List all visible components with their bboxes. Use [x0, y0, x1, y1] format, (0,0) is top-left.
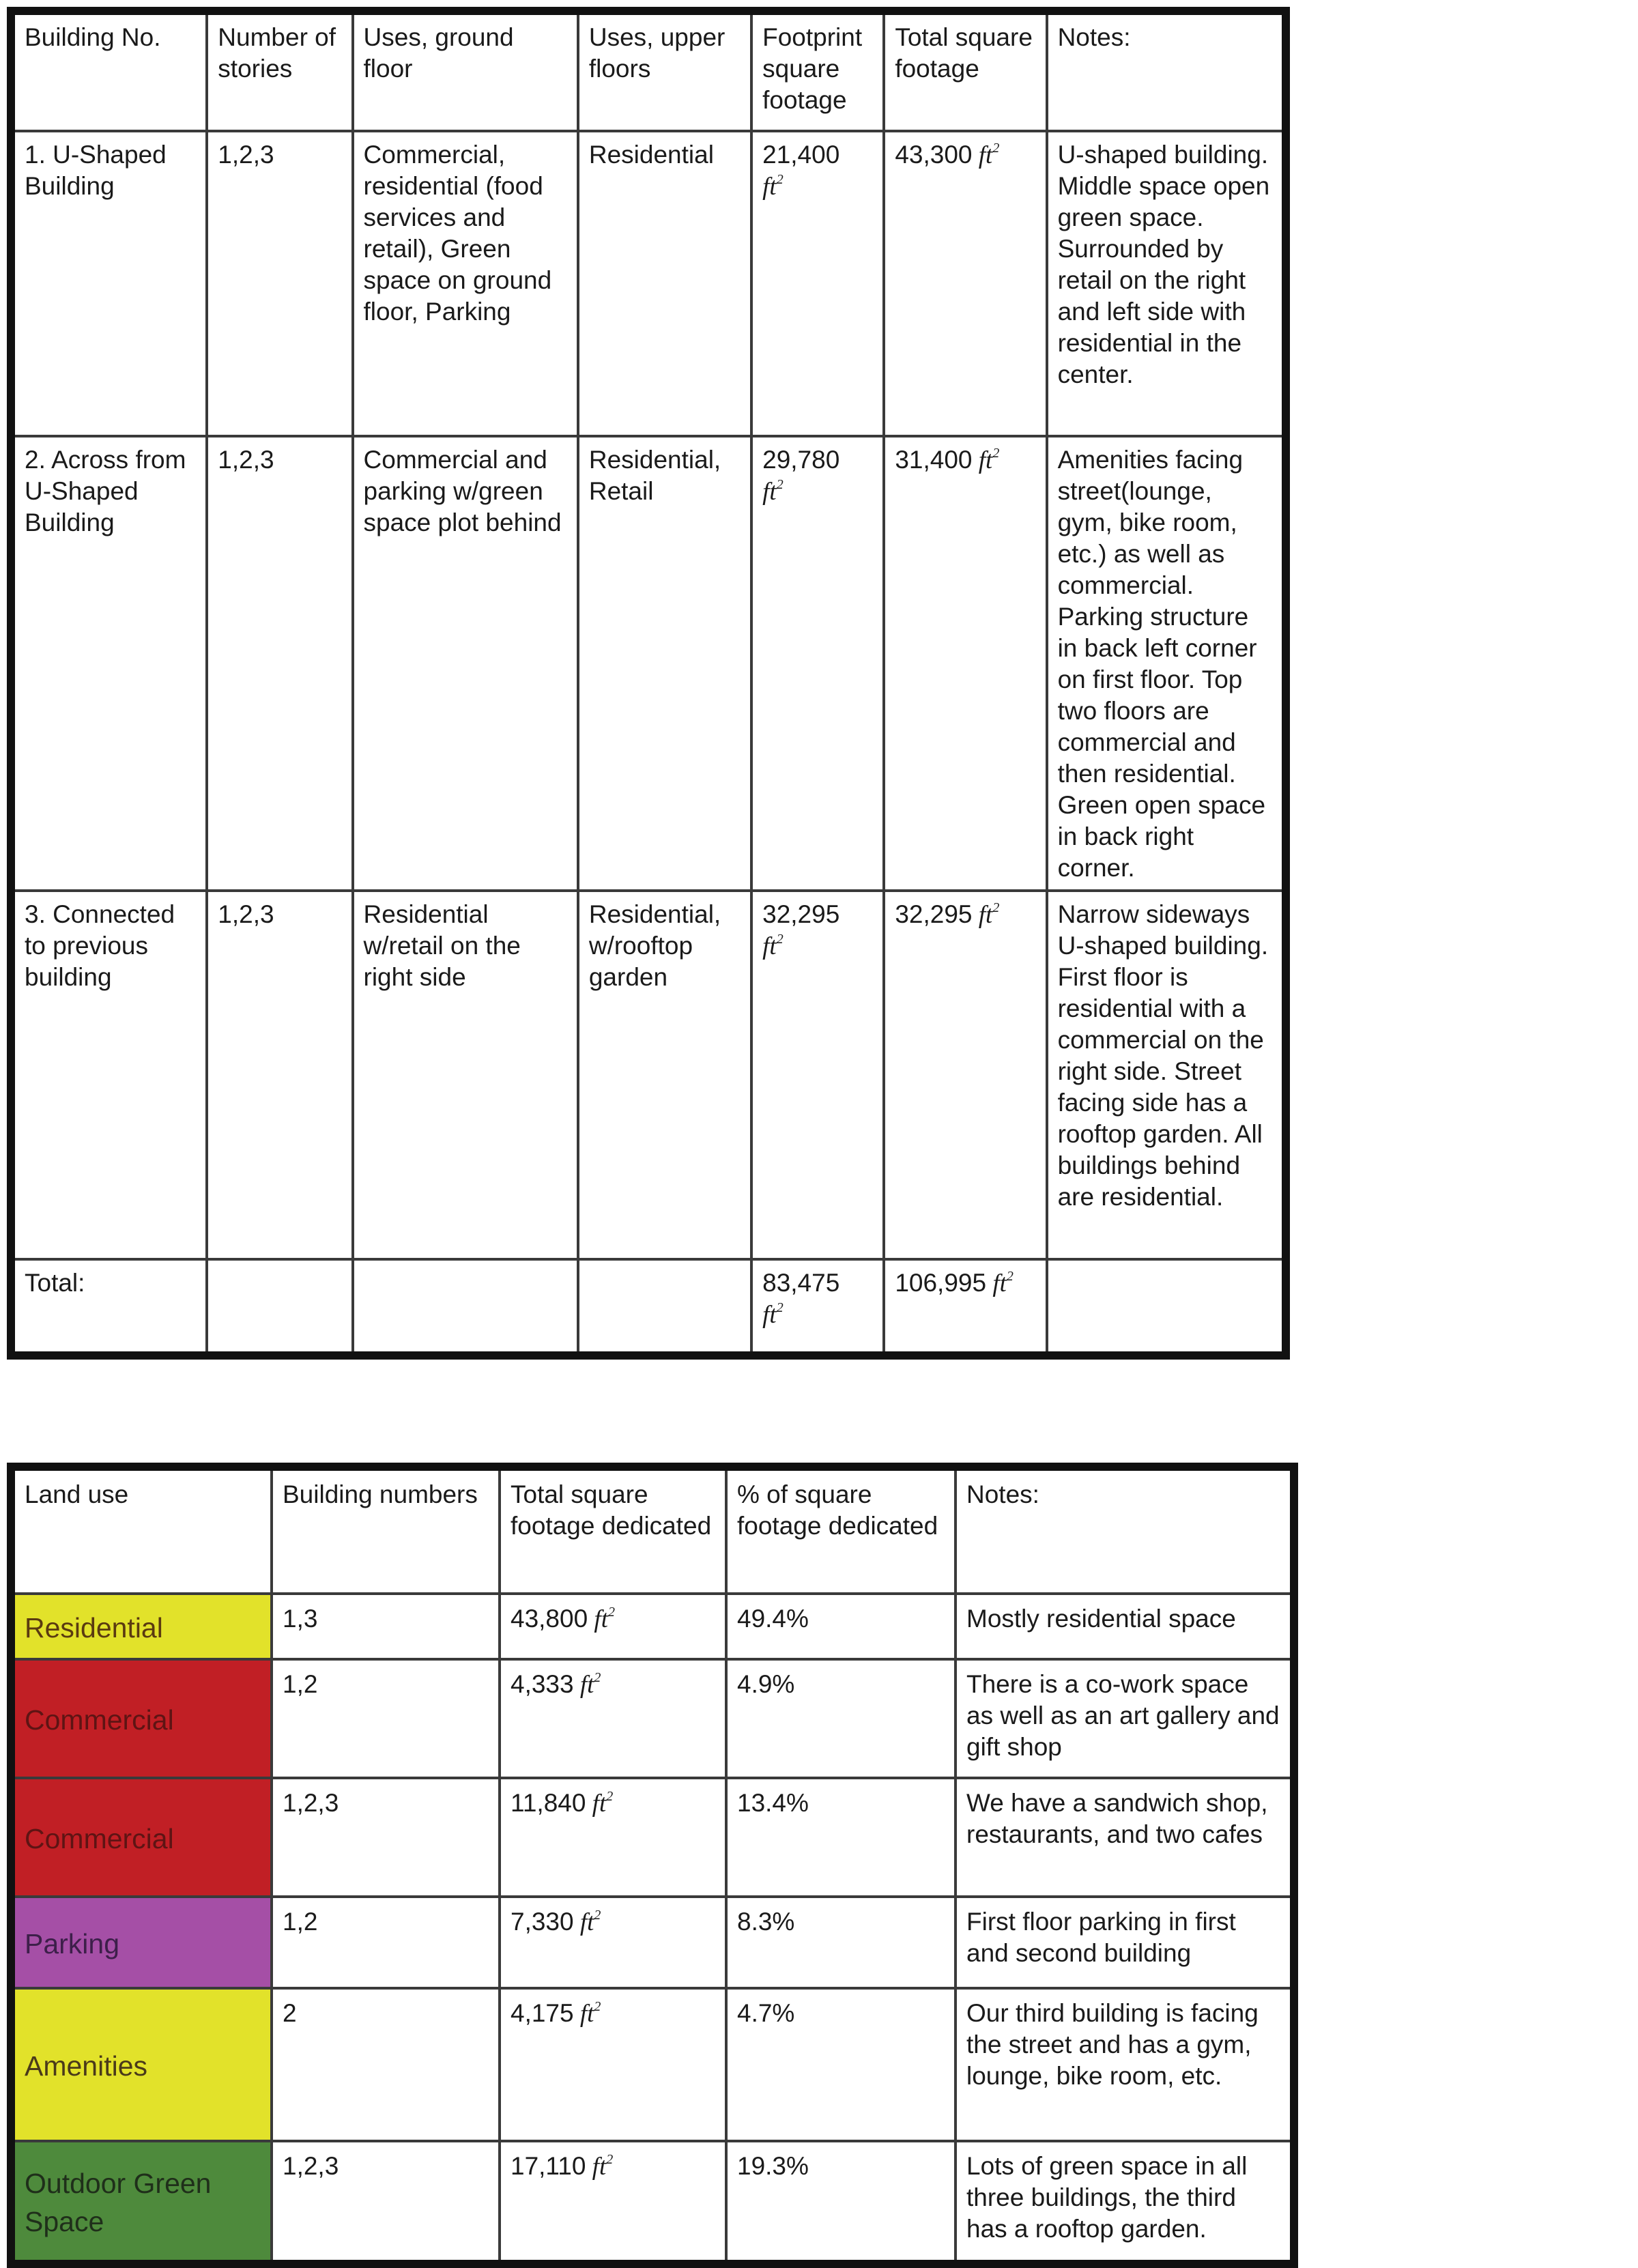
- land-use-notes: Mostly residential space: [956, 1594, 1294, 1659]
- unit: $ft^2$: [592, 1789, 614, 1818]
- building-stories: 1,2,3: [207, 436, 352, 891]
- table-row: [11, 1594, 1294, 1659]
- table-row: [11, 1778, 1294, 1897]
- land-use-sqft: [500, 2141, 726, 2264]
- building-name: 3. Connected to previous building: [11, 891, 207, 1259]
- header-total-sqft-dedicated: Total square footage dedicated: [500, 1467, 726, 1594]
- header-notes: Notes:: [956, 1467, 1294, 1594]
- building-name: 1. U-Shaped Building: [11, 131, 207, 436]
- land-use-label: Residential: [11, 1594, 272, 1659]
- buildings-table-header: [11, 11, 1286, 131]
- building-total: [884, 131, 1046, 436]
- unit: $ft^2$: [762, 172, 784, 201]
- value: 4,175: [511, 1999, 574, 2027]
- unit: $ft^2$: [762, 1300, 784, 1329]
- table-row: [11, 1988, 1294, 2141]
- total-label: Total:: [11, 1259, 207, 1355]
- building-notes: Narrow sideways U-shaped building. First floor is residential with a commercial on the right side. Street facing side has a rooftop garden. All buildings behind are residential.: [1047, 891, 1286, 1259]
- land-use-pct: 49.4%: [726, 1594, 956, 1659]
- building-stories: 1,2,3: [207, 891, 352, 1259]
- value: 43,300: [895, 141, 973, 169]
- value: 43,800: [511, 1605, 588, 1633]
- value: 29,780: [762, 446, 840, 474]
- table-row: [11, 891, 1286, 1259]
- unit: $ft^2$: [579, 1908, 601, 1936]
- building-notes: Amenities facing street(lounge, gym, bike room, etc.) as well as commercial. Parking structure in back left corner on first floor. Top two floors are commercial and then residential. Green open space in back right corner.: [1047, 436, 1286, 891]
- land-use-sqft: [500, 1594, 726, 1659]
- empty-cell: [353, 1259, 578, 1355]
- total-total-sqft: [884, 1259, 1046, 1355]
- building-upper-uses: Residential, Retail: [578, 436, 751, 891]
- unit: $ft^2$: [762, 477, 784, 506]
- building-total: [884, 891, 1046, 1259]
- value: 31,400: [895, 446, 973, 474]
- header-uses-ground-floor: Uses, ground floor: [353, 11, 578, 131]
- value: 11,840: [511, 1789, 586, 1817]
- building-upper-uses: Residential, w/rooftop garden: [578, 891, 751, 1259]
- land-use-sqft: [500, 1897, 726, 1988]
- header-notes: Notes:: [1047, 11, 1286, 131]
- building-footprint: [751, 436, 884, 891]
- land-use-label: Commercial: [11, 1659, 272, 1778]
- land-use-pct: 4.9%: [726, 1659, 956, 1778]
- header-building-numbers: Building numbers: [272, 1467, 500, 1594]
- empty-cell: [207, 1259, 352, 1355]
- table-row: [11, 436, 1286, 891]
- unit: $ft^2$: [992, 1269, 1014, 1297]
- land-use-notes: Lots of green space in all three buildings, the third has a rooftop garden.: [956, 2141, 1294, 2264]
- value: 106,995: [895, 1269, 987, 1297]
- land-use-pct: 19.3%: [726, 2141, 956, 2264]
- value: 4,333: [511, 1670, 574, 1698]
- unit: $ft^2$: [978, 446, 1000, 474]
- unit: $ft^2$: [579, 1999, 601, 2028]
- building-name: 2. Across from U-Shaped Building: [11, 436, 207, 891]
- land-use-label: Outdoor Green Space: [11, 2141, 272, 2264]
- land-use-label: Amenities: [11, 1988, 272, 2141]
- empty-cell: [1047, 1259, 1286, 1355]
- land-use-sqft: [500, 1659, 726, 1778]
- land-use-notes: There is a co-work space as well as an art gallery and gift shop: [956, 1659, 1294, 1778]
- building-upper-uses: Residential: [578, 131, 751, 436]
- unit: $ft^2$: [594, 1605, 615, 1633]
- table-row: [11, 131, 1286, 436]
- value: 21,400: [762, 141, 840, 169]
- land-use-buildings: 2: [272, 1988, 500, 2141]
- building-footprint: [751, 891, 884, 1259]
- value: 17,110: [511, 2152, 586, 2180]
- building-ground-uses: Commercial and parking w/green space plot behind: [353, 436, 578, 891]
- land-use-buildings: 1,2,3: [272, 1778, 500, 1897]
- unit: $ft^2$: [762, 932, 784, 960]
- land-use-buildings: 1,2: [272, 1897, 500, 1988]
- land-use-pct: 8.3%: [726, 1897, 956, 1988]
- land-use-buildings: 1,2,3: [272, 2141, 500, 2264]
- land-use-buildings: 1,3: [272, 1594, 500, 1659]
- land-use-buildings: 1,2: [272, 1659, 500, 1778]
- value: 83,475: [762, 1269, 840, 1297]
- land-use-notes: We have a sandwich shop, restaurants, and two cafes: [956, 1778, 1294, 1897]
- header-building-no: Building No.: [11, 11, 207, 131]
- building-total: [884, 436, 1046, 891]
- building-footprint: [751, 131, 884, 436]
- building-ground-uses: Commercial, residential (food services and retail), Green space on ground floor, Parking: [353, 131, 578, 436]
- unit: $ft^2$: [978, 141, 1000, 169]
- total-footprint: [751, 1259, 884, 1355]
- table-row: [11, 1659, 1294, 1778]
- unit: $ft^2$: [978, 900, 1000, 929]
- unit: $ft^2$: [592, 2152, 614, 2181]
- land-use-sqft: [500, 1778, 726, 1897]
- land-use-pct: 13.4%: [726, 1778, 956, 1897]
- land-use-sqft: [500, 1988, 726, 2141]
- value: 32,295: [762, 900, 840, 928]
- header-land-use: Land use: [11, 1467, 272, 1594]
- header-total-sqft: Total square footage: [884, 11, 1046, 131]
- table-row: [11, 1897, 1294, 1988]
- table-row: [11, 2141, 1294, 2264]
- header-uses-upper-floors: Uses, upper floors: [578, 11, 751, 131]
- value: 7,330: [511, 1908, 574, 1936]
- value: 32,295: [895, 900, 973, 928]
- building-notes: U-shaped building. Middle space open green space. Surrounded by retail on the right and left side with residential in the center.: [1047, 131, 1286, 436]
- land-use-pct: 4.7%: [726, 1988, 956, 2141]
- header-pct-sqft-dedicated: % of square footage dedicated: [726, 1467, 956, 1594]
- land-use-table-header: [11, 1467, 1294, 1594]
- header-number-of-stories: Number of stories: [207, 11, 352, 131]
- land-use-table: [7, 1463, 1298, 2268]
- building-ground-uses: Residential w/retail on the right side: [353, 891, 578, 1259]
- land-use-notes: Our third building is facing the street and has a gym, lounge, bike room, etc.: [956, 1988, 1294, 2141]
- land-use-notes: First floor parking in first and second building: [956, 1897, 1294, 1988]
- header-footprint-sqft: Footprint square footage: [751, 11, 884, 131]
- building-stories: 1,2,3: [207, 131, 352, 436]
- total-row: [11, 1259, 1286, 1355]
- land-use-label: Parking: [11, 1897, 272, 1988]
- unit: $ft^2$: [579, 1670, 601, 1699]
- empty-cell: [578, 1259, 751, 1355]
- buildings-table: [7, 7, 1290, 1360]
- land-use-label: Commercial: [11, 1778, 272, 1897]
